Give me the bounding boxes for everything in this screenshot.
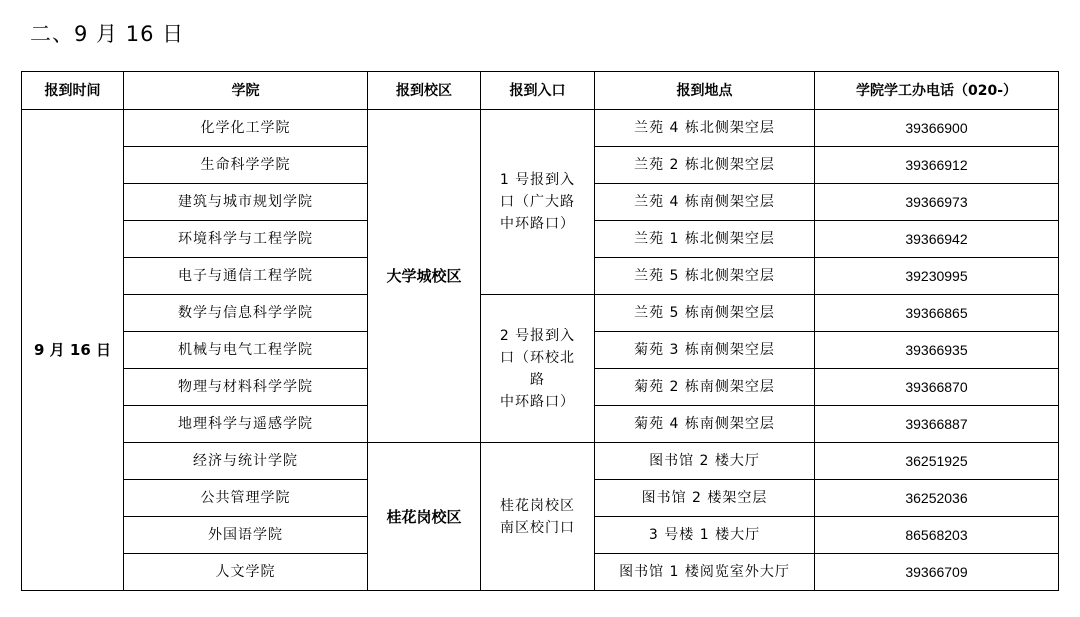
location-cell: 菊苑 3 栋南侧架空层 [595,332,815,369]
location-cell: 兰苑 5 栋南侧架空层 [595,295,815,332]
phone-cell: 39366865 [815,295,1059,332]
location-cell: 兰苑 2 栋北侧架空层 [595,147,815,184]
phone-cell: 36251925 [815,443,1059,480]
table-row [22,110,1059,147]
college-cell: 外国语学院 [124,517,368,554]
entrance-line: 中环路口） [500,393,575,410]
header-time: 报到时间 [22,72,124,110]
entrance-cell [481,110,595,295]
college-cell: 电子与通信工程学院 [124,258,368,295]
location-cell: 兰苑 5 栋北侧架空层 [595,258,815,295]
entrance-line: 南区校门口 [500,519,575,536]
location-cell: 兰苑 4 栋北侧架空层 [595,110,815,147]
header-location: 报到地点 [595,72,815,110]
header-phone: 学院学工办电话（020-） [815,72,1059,110]
location-cell: 菊苑 4 栋南侧架空层 [595,406,815,443]
entrance-line: 2 号报到入 [499,327,576,344]
phone-cell: 39366912 [815,147,1059,184]
entrance-line: 路 [530,371,545,388]
phone-cell: 39366973 [815,184,1059,221]
college-cell: 经济与统计学院 [124,443,368,480]
college-cell: 物理与材料科学学院 [124,369,368,406]
phone-cell: 36252036 [815,480,1059,517]
phone-cell: 39366887 [815,406,1059,443]
location-cell: 图书馆 2 楼架空层 [595,480,815,517]
phone-cell: 39366870 [815,369,1059,406]
entrance-line: 1 号报到入 [499,172,576,188]
registration-table [21,71,1059,591]
location-cell: 菊苑 2 栋南侧架空层 [595,369,815,406]
entrance-cell [481,443,595,591]
campus-cell: 大学城校区 [368,110,481,443]
location-cell: 兰苑 4 栋南侧架空层 [595,184,815,221]
campus-cell: 桂花岗校区 [368,443,481,591]
phone-cell: 39366709 [815,554,1059,591]
college-cell: 生命科学学院 [124,147,368,184]
phone-cell: 39366935 [815,332,1059,369]
phone-cell: 39366942 [815,221,1059,258]
college-cell: 地理科学与遥感学院 [124,406,368,443]
phone-cell: 39230995 [815,258,1059,295]
college-cell: 机械与电气工程学院 [124,332,368,369]
location-cell: 兰苑 1 栋北侧架空层 [595,221,815,258]
college-cell: 建筑与城市规划学院 [124,184,368,221]
college-cell: 人文学院 [124,554,368,591]
college-cell: 化学化工学院 [124,110,368,147]
table-header-row [22,72,1059,110]
header-entrance: 报到入口 [481,72,595,110]
entrance-line: 桂花岗校区 [500,497,575,514]
phone-cell: 39366900 [815,110,1059,147]
entrance-line: 口（环校北 [500,349,575,366]
location-cell: 3 号楼 1 楼大厅 [595,517,815,554]
table-row [22,443,1059,480]
header-campus: 报到校区 [368,72,481,110]
entrance-line: 中环路口） [500,216,575,232]
entrance-cell [481,295,595,443]
college-cell: 环境科学与工程学院 [124,221,368,258]
location-cell: 图书馆 1 楼阅览室外大厅 [595,554,815,591]
section-heading: 二、9 月 16 日 [30,22,185,46]
entrance-line: 口（广大路 [500,194,575,210]
date-cell: 9 月 16 日 [22,110,124,591]
header-college: 学院 [124,72,368,110]
table-row [22,295,1059,332]
college-cell: 公共管理学院 [124,480,368,517]
location-cell: 图书馆 2 楼大厅 [595,443,815,480]
college-cell: 数学与信息科学学院 [124,295,368,332]
phone-cell: 86568203 [815,517,1059,554]
